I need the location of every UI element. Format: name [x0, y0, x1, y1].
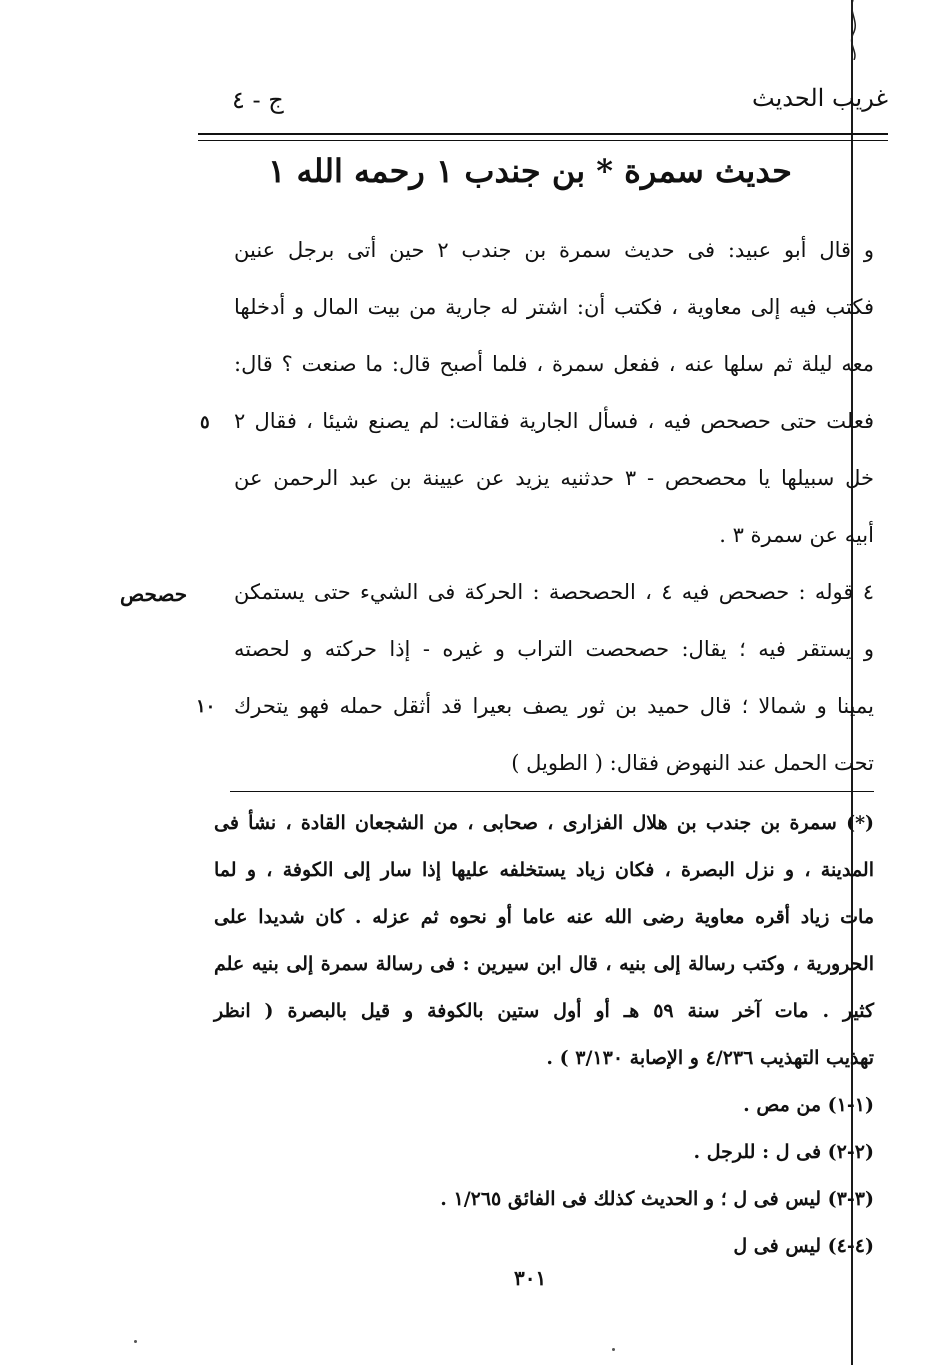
footnote-line: تهذيب التهذيب ٤/٢٣٦ و الإصابة ٣/١٣٠ ) .	[546, 1047, 874, 1069]
main-body-text	[234, 222, 874, 792]
footnote-line: (٤-٤) ليس فى ل	[733, 1235, 874, 1257]
margin-line-number-5: ٥	[200, 412, 210, 433]
footnote-line: كثير . مات آخر سنة ٥٩ هـ أو أول ستين بالكوفة و قيل بالبصرة ( انظر	[214, 1000, 874, 1022]
body-line: تحت الحمل عند النهوض فقال: ( الطويل )	[511, 751, 874, 775]
footnote-rule	[230, 791, 874, 792]
footnote-line: (١-١) من مص .	[743, 1094, 874, 1116]
scan-speck	[134, 1340, 137, 1343]
running-header-title: غريب الحديث	[752, 84, 888, 112]
page-number: ٣٠١	[514, 1266, 547, 1290]
scan-speck	[612, 1348, 615, 1351]
body-line: فعلت حتى حصحص فيه ، فسأل الجارية فقالت: لم يصنع شيئا ، فقال ٢	[234, 409, 874, 433]
body-line: معه ليلة ثم سلها عنه ، ففعل سمرة ، فلما أصبح قال: ما صنعت ؟ قال:	[234, 352, 874, 376]
body-line: و قال أبو عبيد: فى حديث سمرة بن جندب ٢ حين أتى برجل عنين	[234, 238, 874, 262]
scan-edge-mark	[844, 0, 864, 60]
body-line: ٤ قوله : حصحص فيه ٤ ، الحصحصة : الحركة فى الشيء حتى يستمكن	[234, 580, 875, 604]
footnote-line: الحرورية ، وكتب رسالة إلى بنيه ، قال ابن سيرين : فى رسالة سمرة إلى بنيه علم	[214, 953, 874, 975]
running-header-volume: ج - ٤	[232, 86, 284, 114]
body-line: فكتب فيه إلى معاوية ، فكتب أن: اشتر له جارية من بيت المال و أدخلها	[234, 295, 874, 319]
margin-line-number-10: ١٠	[196, 696, 216, 717]
body-line: و يستقر فيه ؛ يقال: حصحصت التراب و غيره - إذا حركته و لحصته	[234, 637, 874, 661]
footnote-line: (٢-٢) فى ل : للرجل .	[693, 1141, 874, 1163]
footnotes	[214, 800, 874, 1270]
header-rule-bottom	[198, 140, 888, 141]
footnote-line: (*) سمرة بن جندب بن هلال الفزارى ، صحابى ، من الشجعان القادة ، نشأ فى	[214, 812, 874, 834]
footnote-line: المدينة ، و نزل البصرة ، فكان زياد يستخلفه عليها إذا سار إلى الكوفة ، و لما	[214, 859, 874, 881]
footnote-line: (٣-٣) ليس فى ل ؛ و الحديث كذلك فى الفائق ١/٢٦٥ .	[440, 1188, 874, 1210]
margin-keyword: حصحص	[120, 582, 188, 606]
body-line: خل سبيلها يا محصحص - ٣ حدثنيه يزيد عن عيينة بن عبد الرحمن عن	[234, 466, 874, 490]
body-line: أبيه عن سمرة ٣ .	[719, 523, 874, 547]
footnote-line: مات زياد أقره معاوية رضى الله عنه عاما أو نحوه ثم عزله . كان شديدا على	[214, 906, 874, 928]
section-title: حديث سمرة * بن جندب ١ رحمه الله ١	[268, 152, 792, 190]
header-rule-top	[198, 133, 888, 135]
body-line: يمينا و شمالا ؛ قال حميد بن ثور يصف بعيرا قد أثقل حمله فهو يتحرك	[234, 694, 875, 718]
